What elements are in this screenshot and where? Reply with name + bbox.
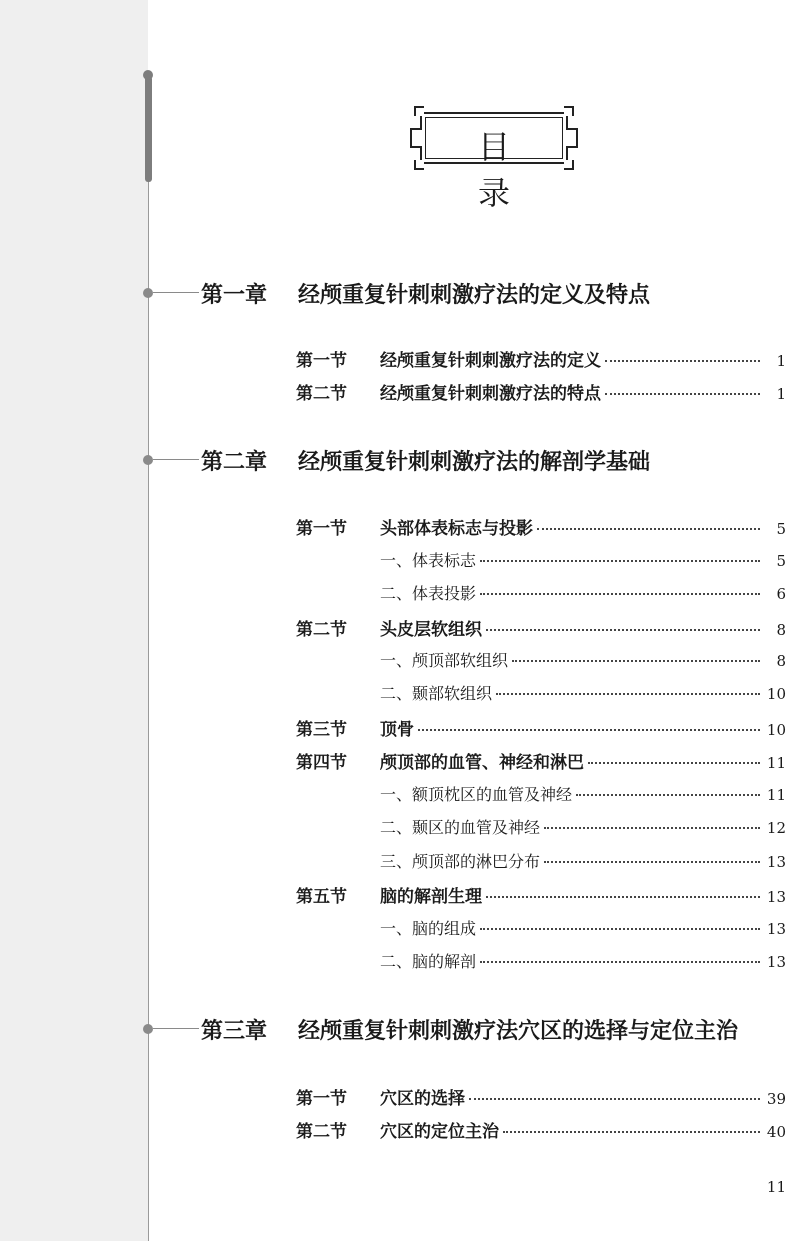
section-title: 穴区的定位主治 [380, 1122, 499, 1142]
dot-leader [496, 693, 760, 695]
section-title: 顶骨 [380, 720, 414, 740]
toc-subsection-row[interactable] [380, 548, 786, 572]
dot-leader [537, 528, 760, 530]
dot-leader [469, 1098, 760, 1100]
chapter-title: 经颅重复针刺刺激疗法的定义及特点 [298, 282, 651, 308]
subsection-title: 二、颞部软组织 [380, 684, 493, 703]
dot-leader [480, 560, 760, 562]
dot-leader [486, 896, 760, 898]
page-ref: 8 [776, 621, 786, 639]
dot-leader [576, 794, 760, 796]
page-ref: 5 [776, 520, 786, 538]
subsection-title: 二、颞区的血管及神经 [380, 818, 541, 837]
section-number: 第一节 [296, 1089, 347, 1109]
dot-leader [605, 393, 760, 395]
subsection-title: 一、颅顶部软组织 [380, 651, 509, 670]
page-ref: 39 [766, 1090, 786, 1108]
page-ref: 1 [776, 385, 786, 403]
frame-ear-decoration [410, 128, 422, 148]
chapter-leader-line [153, 459, 199, 460]
section-title: 脑的解剖生理 [380, 887, 482, 907]
section-number: 第二节 [296, 620, 347, 640]
subsection-title: 一、脑的组成 [380, 919, 477, 938]
toc-section-row[interactable] [296, 882, 786, 906]
toc-section-row[interactable] [296, 748, 786, 772]
page-ref: 13 [766, 853, 786, 871]
chapter-number: 第三章 [201, 1018, 268, 1044]
subsection-title: 一、体表标志 [380, 551, 477, 570]
margin-dot-decoration [143, 70, 153, 80]
subsection-title: 三、颅顶部的淋巴分布 [380, 852, 541, 871]
section-number: 第四节 [296, 753, 347, 773]
page-number: 11 [766, 1178, 786, 1196]
chapter-leader-line [153, 292, 199, 293]
section-title: 颅顶部的血管、神经和淋巴 [380, 753, 584, 773]
chapter-heading[interactable] [143, 1014, 800, 1044]
toc-subsection-row[interactable] [380, 648, 786, 672]
chapter-heading[interactable] [143, 278, 800, 308]
page-ref: 1 [776, 352, 786, 370]
dot-leader [588, 762, 760, 764]
dot-leader [480, 928, 760, 930]
chapter-title: 经颅重复针刺刺激疗法穴区的选择与定位主治 [298, 1018, 739, 1044]
frame-corner-decoration [414, 106, 424, 116]
chapter-bullet-icon [143, 1024, 153, 1034]
toc-subsection-row[interactable] [380, 849, 786, 873]
page-ref: 13 [766, 888, 786, 906]
chapter-heading[interactable] [143, 445, 800, 475]
dot-leader [418, 729, 760, 731]
dot-leader [605, 360, 760, 362]
page-ref: 13 [766, 920, 786, 938]
title-frame [420, 112, 568, 212]
dot-leader [480, 961, 760, 963]
toc-subsection-row[interactable] [380, 681, 786, 705]
page-ref: 11 [766, 786, 786, 804]
dot-leader [544, 861, 760, 863]
page-ref: 11 [766, 754, 786, 772]
toc-section-row[interactable] [296, 346, 786, 370]
toc-subsection-row[interactable] [380, 916, 786, 940]
page-ref: 5 [776, 552, 786, 570]
dot-leader [503, 1131, 760, 1133]
page-ref: 6 [776, 585, 786, 603]
dot-leader [544, 827, 760, 829]
dot-leader [480, 593, 760, 595]
section-title: 经颅重复针刺刺激疗法的定义 [380, 351, 601, 371]
section-number: 第五节 [296, 887, 347, 907]
section-title: 头皮层软组织 [380, 620, 482, 640]
page-ref: 10 [766, 685, 786, 703]
chapter-number: 第一章 [201, 282, 268, 308]
section-number: 第三节 [296, 720, 347, 740]
toc-section-row[interactable] [296, 715, 786, 739]
toc-subsection-row[interactable] [380, 949, 786, 973]
toc-section-row[interactable] [296, 615, 786, 639]
toc-section-row[interactable] [296, 379, 786, 403]
page-title: 目 录 [477, 128, 540, 212]
section-number: 第二节 [296, 1122, 347, 1142]
subsection-title: 一、额顶枕区的血管及神经 [380, 785, 573, 804]
toc-section-row[interactable] [296, 1117, 786, 1141]
toc-subsection-row[interactable] [380, 782, 786, 806]
chapter-number: 第二章 [201, 449, 268, 475]
section-number: 第一节 [296, 519, 347, 539]
frame-corner-decoration [564, 106, 574, 116]
dot-leader [512, 660, 760, 662]
page-ref: 40 [766, 1123, 786, 1141]
dot-leader [486, 629, 760, 631]
margin-bar-decoration [145, 76, 152, 182]
left-margin-panel [0, 0, 148, 1241]
section-title: 经颅重复针刺刺激疗法的特点 [380, 384, 601, 404]
toc-section-row[interactable] [296, 1084, 786, 1108]
page-ref: 10 [766, 721, 786, 739]
chapter-bullet-icon [143, 455, 153, 465]
frame-ear-decoration [566, 128, 578, 148]
margin-rule [148, 76, 149, 1241]
chapter-leader-line [153, 1028, 199, 1029]
chapter-title: 经颅重复针刺刺激疗法的解剖学基础 [298, 449, 651, 475]
toc-subsection-row[interactable] [380, 581, 786, 605]
section-number: 第二节 [296, 384, 347, 404]
page-ref: 8 [776, 652, 786, 670]
toc-subsection-row[interactable] [380, 815, 786, 839]
chapter-bullet-icon [143, 288, 153, 298]
section-title: 头部体表标志与投影 [380, 519, 533, 539]
section-number: 第一节 [296, 351, 347, 371]
subsection-title: 二、脑的解剖 [380, 952, 477, 971]
page-ref: 13 [766, 953, 786, 971]
subsection-title: 二、体表投影 [380, 584, 477, 603]
toc-section-row[interactable] [296, 514, 786, 538]
section-title: 穴区的选择 [380, 1089, 465, 1109]
page-ref: 12 [766, 819, 786, 837]
